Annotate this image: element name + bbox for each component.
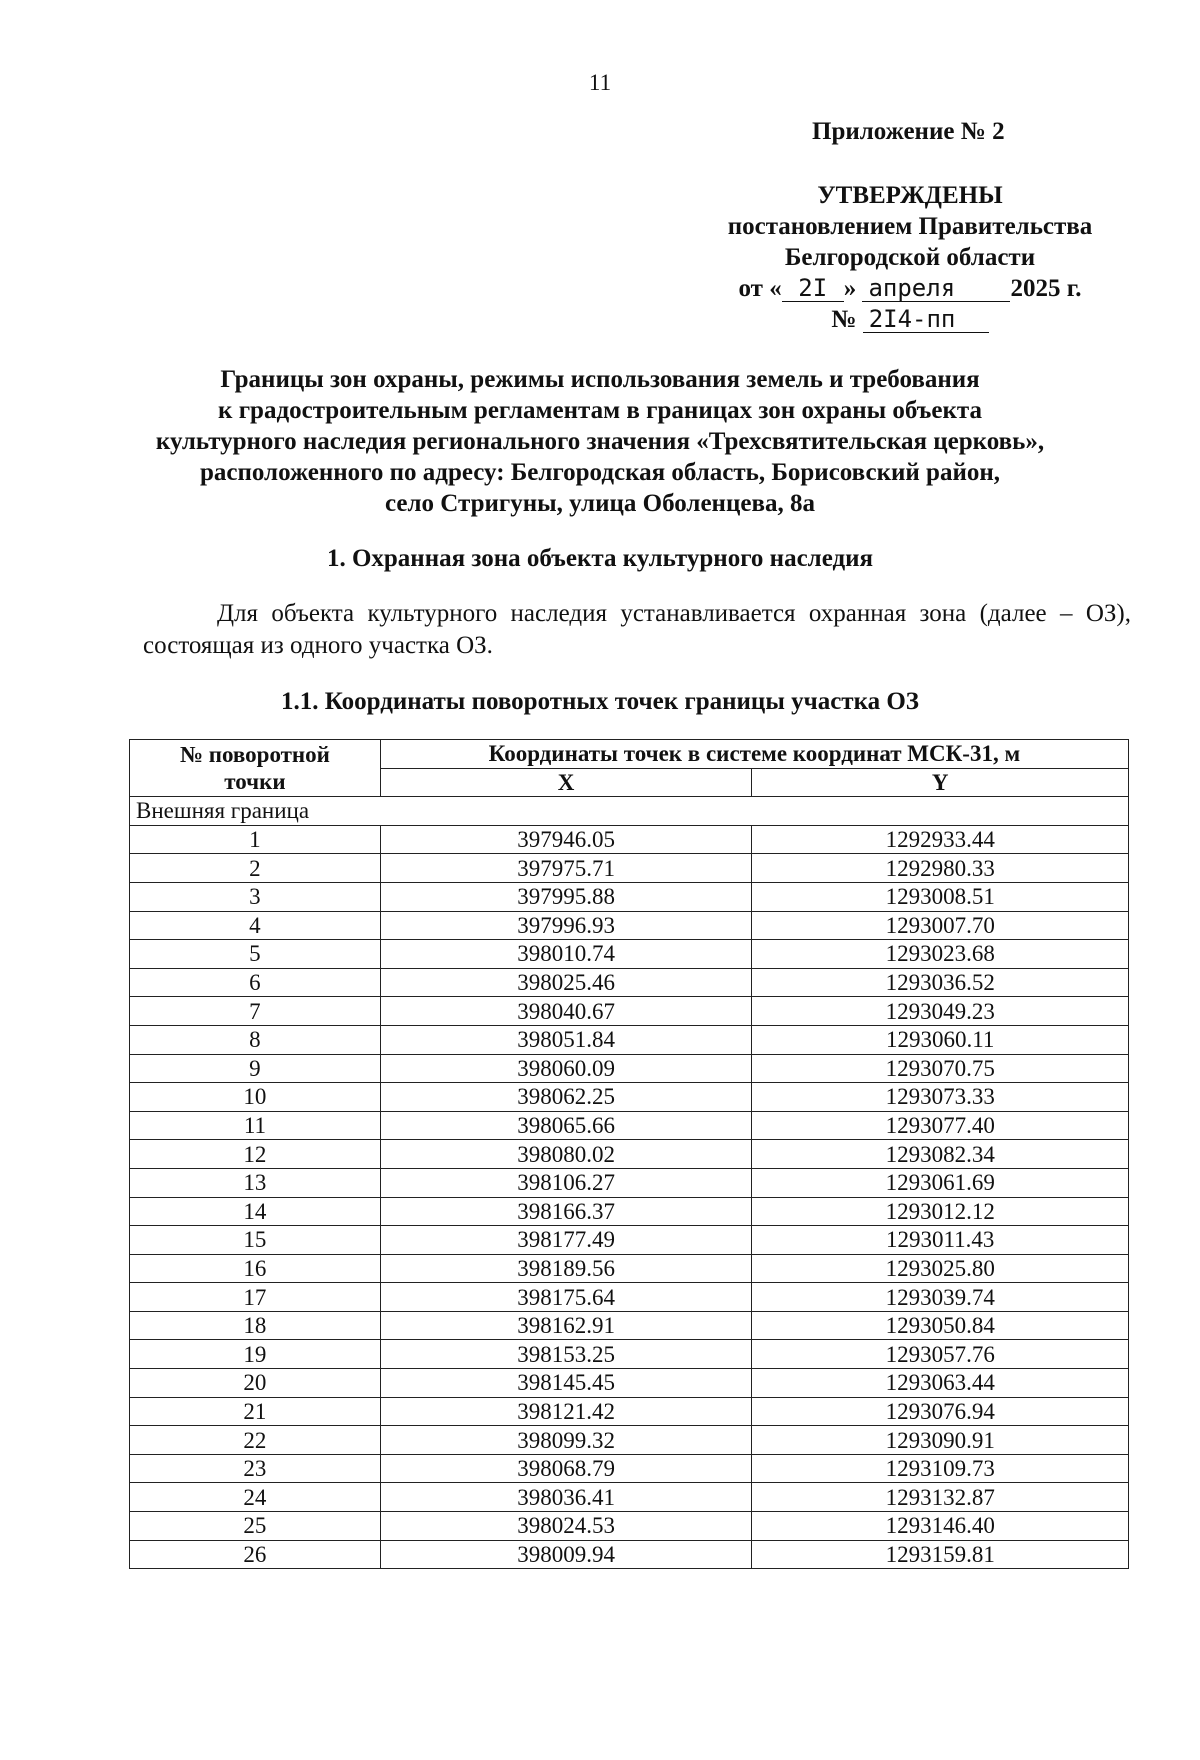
table-row: [130, 1054, 1129, 1083]
table-row: [130, 1512, 1129, 1541]
group-row: [130, 797, 1129, 826]
y-coordinate-cell: 1293063.44: [752, 1369, 1129, 1398]
y-coordinate-cell: 1293025.80: [752, 1254, 1129, 1283]
y-coordinate-cell: 1293007.70: [752, 911, 1129, 940]
page-number: 11: [588, 70, 612, 95]
x-coordinate-cell: 398121.42: [380, 1397, 752, 1426]
table-row: [130, 1340, 1129, 1369]
point-number-cell: 20: [130, 1369, 381, 1398]
x-coordinate-cell: 397995.88: [380, 882, 752, 911]
approval-block: [700, 180, 1120, 335]
point-number-cell: 18: [130, 1311, 381, 1340]
y-coordinate-cell: 1293076.94: [752, 1397, 1129, 1426]
approval-date: [700, 273, 1120, 304]
point-number-header-line1: № поворотной: [179, 742, 330, 768]
x-coordinate-cell: 398036.41: [380, 1483, 752, 1512]
point-number-cell: 10: [130, 1083, 381, 1112]
point-number-header-line2: точки: [224, 769, 286, 795]
x-header: X: [380, 768, 752, 797]
table-row: [130, 1397, 1129, 1426]
x-coordinate-cell: 398175.64: [380, 1283, 752, 1312]
approval-line-1: постановлением Правительства: [727, 213, 1093, 240]
y-header: Y: [752, 768, 1129, 797]
title-line: село Стригуны, улица Оболенцева, 8а: [385, 490, 815, 517]
table-row: [130, 1283, 1129, 1312]
point-number-cell: 9: [130, 1054, 381, 1083]
point-number-cell: 22: [130, 1426, 381, 1455]
table-row: [130, 1426, 1129, 1455]
y-coordinate-cell: 1293159.81: [752, 1540, 1129, 1569]
table-row: [130, 1083, 1129, 1112]
table-row: [130, 911, 1129, 940]
table-row: [130, 1025, 1129, 1054]
y-coordinate-cell: 1292933.44: [752, 825, 1129, 854]
y-coordinate-cell: 1293082.34: [752, 1140, 1129, 1169]
coords-header: Координаты точек в системе координат МСК-31, м: [380, 740, 1128, 769]
intro-paragraph: Для объекта культурного наследия устанавливается охранная зона (далее – ОЗ), состоящая из одного участка ОЗ.: [143, 600, 1131, 659]
point-number-cell: 15: [130, 1226, 381, 1255]
group-label: Внешняя граница: [130, 797, 1129, 826]
date-month: апреля: [862, 275, 1010, 302]
table-row: [130, 1254, 1129, 1283]
table-row: [130, 1197, 1129, 1226]
point-number-cell: 25: [130, 1512, 381, 1541]
title-line: культурного наследия регионального значения «Трехсвятительская церковь»,: [155, 428, 1045, 455]
point-number-cell: 3: [130, 882, 381, 911]
point-number-cell: 17: [130, 1283, 381, 1312]
point-number-header: [130, 740, 381, 797]
x-coordinate-cell: 398153.25: [380, 1340, 752, 1369]
date-mid: »: [843, 275, 857, 302]
point-number-cell: 26: [130, 1540, 381, 1569]
y-coordinate-cell: 1293023.68: [752, 940, 1129, 969]
approval-line-2: Белгородской области: [784, 244, 1036, 271]
x-coordinate-cell: 398025.46: [380, 968, 752, 997]
x-coordinate-cell: 397996.93: [380, 911, 752, 940]
x-coordinate-cell: 398080.02: [380, 1140, 752, 1169]
point-number-cell: 2: [130, 854, 381, 883]
point-number-cell: 19: [130, 1340, 381, 1369]
point-number-cell: 16: [130, 1254, 381, 1283]
y-coordinate-cell: 1293073.33: [752, 1083, 1129, 1112]
point-number-cell: 8: [130, 1025, 381, 1054]
point-number-cell: 13: [130, 1168, 381, 1197]
table-row: [130, 1454, 1129, 1483]
table-row: [130, 1483, 1129, 1512]
section-title: 1. Охранная зона объекта культурного наследия: [326, 545, 874, 572]
x-coordinate-cell: 398060.09: [380, 1054, 752, 1083]
table-row: [130, 854, 1129, 883]
y-coordinate-cell: 1293070.75: [752, 1054, 1129, 1083]
table-row: [130, 882, 1129, 911]
table-row: [130, 940, 1129, 969]
y-coordinate-cell: 1293090.91: [752, 1426, 1129, 1455]
point-number-cell: 11: [130, 1111, 381, 1140]
appendix-label: Приложение № 2: [812, 118, 1005, 145]
y-coordinate-cell: 1293057.76: [752, 1340, 1129, 1369]
x-coordinate-cell: 397946.05: [380, 825, 752, 854]
number-prefix: №: [831, 306, 857, 333]
y-coordinate-cell: 1293049.23: [752, 997, 1129, 1026]
point-number-cell: 23: [130, 1454, 381, 1483]
table-row: [130, 1540, 1129, 1569]
x-coordinate-cell: 398051.84: [380, 1025, 752, 1054]
table-row: [130, 1168, 1129, 1197]
x-coordinate-cell: 398189.56: [380, 1254, 752, 1283]
point-number-cell: 5: [130, 940, 381, 969]
y-coordinate-cell: 1293146.40: [752, 1512, 1129, 1541]
y-coordinate-cell: 1293039.74: [752, 1283, 1129, 1312]
table-header-row: [130, 740, 1129, 769]
y-coordinate-cell: 1293012.12: [752, 1197, 1129, 1226]
x-coordinate-cell: 398166.37: [380, 1197, 752, 1226]
document-title: [100, 364, 1100, 519]
title-line: к градостроительным регламентам в границах зон охраны объекта: [218, 397, 982, 424]
x-coordinate-cell: 398024.53: [380, 1512, 752, 1541]
point-number-cell: 12: [130, 1140, 381, 1169]
title-line: Границы зон охраны, режимы использования земель и требования: [220, 366, 980, 393]
x-coordinate-cell: 398145.45: [380, 1369, 752, 1398]
y-coordinate-cell: 1292980.33: [752, 854, 1129, 883]
y-coordinate-cell: 1293011.43: [752, 1226, 1129, 1255]
table-row: [130, 825, 1129, 854]
x-coordinate-cell: 397975.71: [380, 854, 752, 883]
date-prefix: от «: [738, 275, 782, 302]
y-coordinate-cell: 1293060.11: [752, 1025, 1129, 1054]
point-number-cell: 6: [130, 968, 381, 997]
approval-number: [700, 304, 1120, 335]
table-row: [130, 1111, 1129, 1140]
table-row: [130, 1311, 1129, 1340]
table-row: [130, 997, 1129, 1026]
x-coordinate-cell: 398010.74: [380, 940, 752, 969]
y-coordinate-cell: 1293008.51: [752, 882, 1129, 911]
x-coordinate-cell: 398162.91: [380, 1311, 752, 1340]
y-coordinate-cell: 1293077.40: [752, 1111, 1129, 1140]
point-number-cell: 4: [130, 911, 381, 940]
y-coordinate-cell: 1293050.84: [752, 1311, 1129, 1340]
number-value: 2I4-пп: [863, 306, 989, 333]
point-number-cell: 21: [130, 1397, 381, 1426]
table-row: [130, 1226, 1129, 1255]
table-row: [130, 1140, 1129, 1169]
x-coordinate-cell: 398062.25: [380, 1083, 752, 1112]
x-coordinate-cell: 398099.32: [380, 1426, 752, 1455]
x-coordinate-cell: 398068.79: [380, 1454, 752, 1483]
x-coordinate-cell: 398009.94: [380, 1540, 752, 1569]
table-row: [130, 1369, 1129, 1398]
x-coordinate-cell: 398040.67: [380, 997, 752, 1026]
point-number-cell: 24: [130, 1483, 381, 1512]
table-row: [130, 968, 1129, 997]
y-coordinate-cell: 1293061.69: [752, 1168, 1129, 1197]
point-number-cell: 1: [130, 825, 381, 854]
point-number-cell: 7: [130, 997, 381, 1026]
x-coordinate-cell: 398177.49: [380, 1226, 752, 1255]
date-day: 2I: [782, 275, 844, 302]
y-coordinate-cell: 1293132.87: [752, 1483, 1129, 1512]
x-coordinate-cell: 398106.27: [380, 1168, 752, 1197]
y-coordinate-cell: 1293036.52: [752, 968, 1129, 997]
point-number-cell: 14: [130, 1197, 381, 1226]
subsection-title: 1.1. Координаты поворотных точек границы участка ОЗ: [281, 688, 919, 715]
title-line: расположенного по адресу: Белгородская область, Борисовский район,: [199, 459, 1001, 486]
x-coordinate-cell: 398065.66: [380, 1111, 752, 1140]
coordinates-table: [129, 739, 1129, 1569]
approval-heading: УТВЕРЖДЕНЫ: [817, 182, 1003, 209]
date-year: 2025 г.: [1010, 275, 1082, 302]
y-coordinate-cell: 1293109.73: [752, 1454, 1129, 1483]
